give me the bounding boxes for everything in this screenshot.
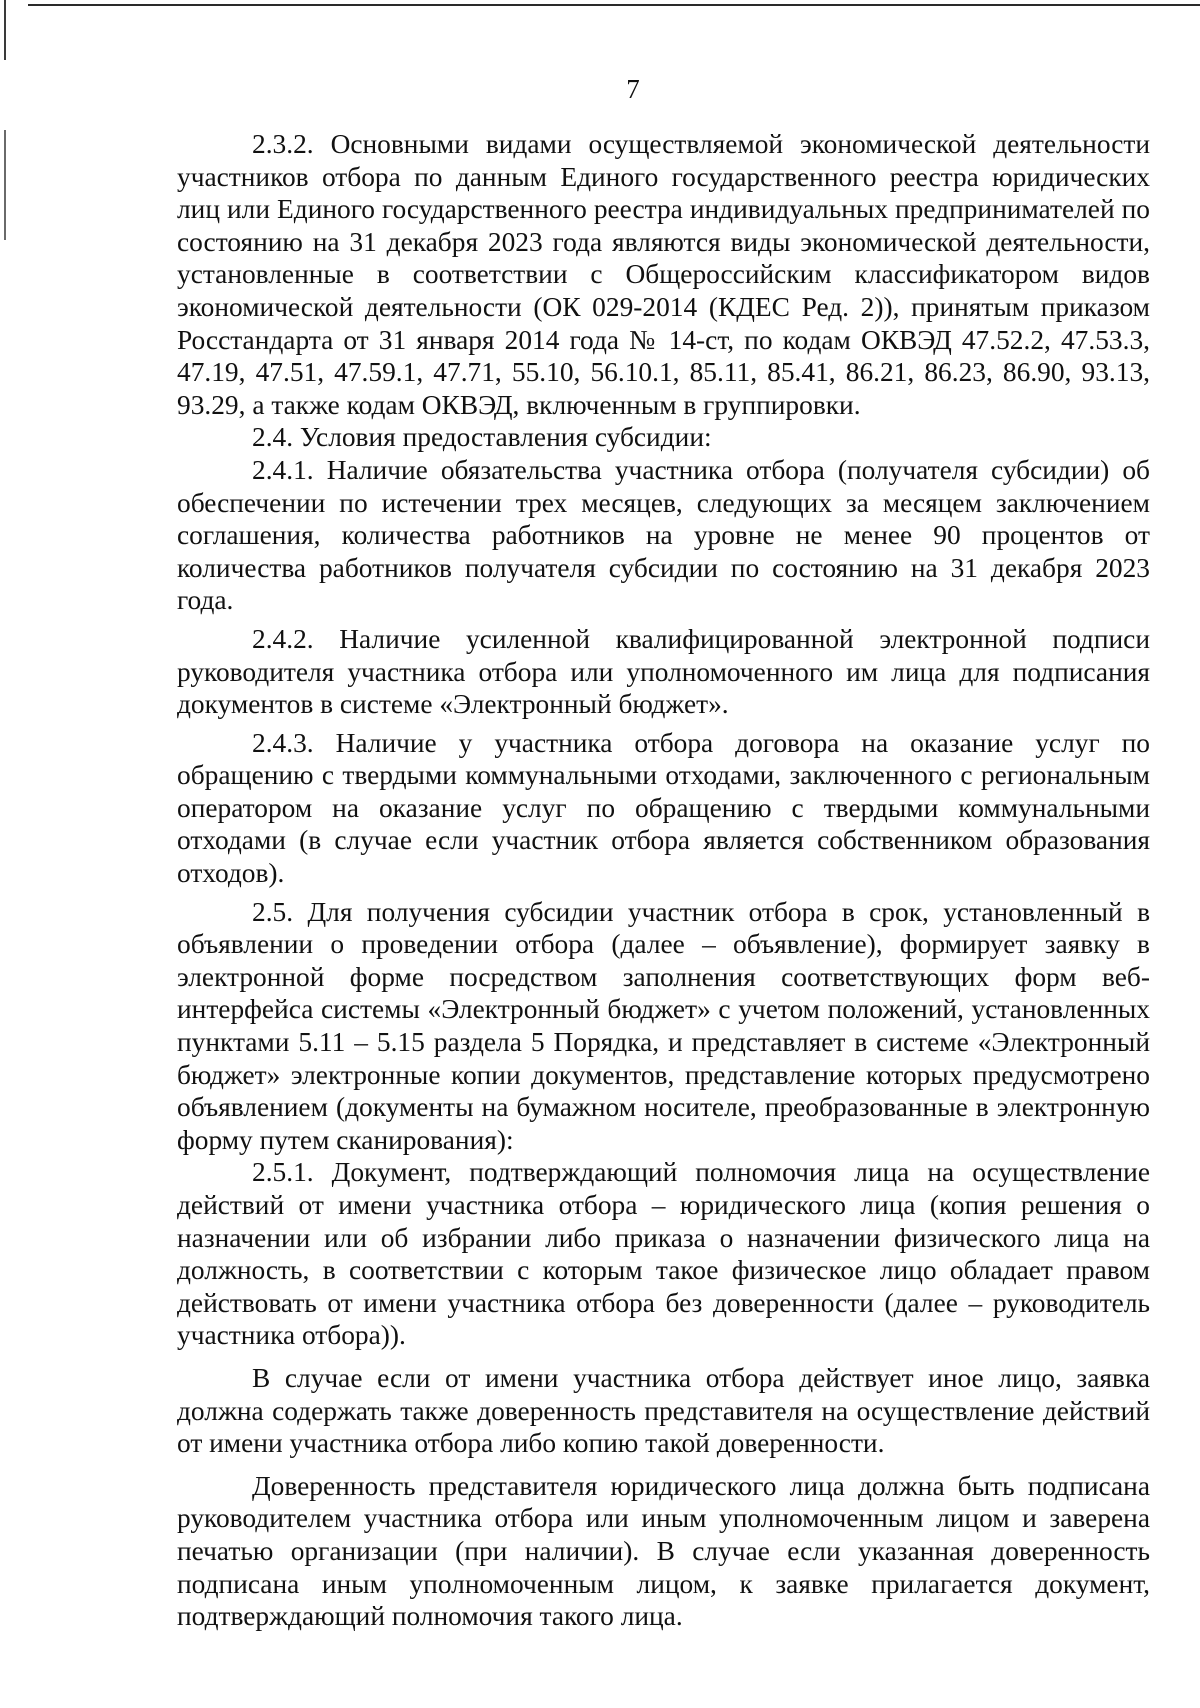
paragraph-2-4-2: 2.4.2. Наличие усиленной квалифицированной электронной подписи руководителя участника отбора или уполномоченного им лица для подписания документов в системе «Электронный бюджет». xyxy=(177,623,1150,720)
paragraph-2-4-3: 2.4.3. Наличие у участника отбора договора на оказание услуг по обращению с твердыми коммунальными отходами, заключенного с региональным оператором на оказание услуг по обращению с твердыми коммунальными отходами (в случае если участник отбора является собственником образования отходов). xyxy=(177,727,1150,889)
page-number: 7 xyxy=(626,74,640,104)
scan-edge-left xyxy=(4,0,6,60)
paragraph-proxy-signature: Доверенность представителя юридического лица должна быть подписана руководителем участника отбора или иным уполномоченным лицом и заверена печатью организации (при наличии). В случае если указанная доверенность подписана иным уполномоченным лицом, к заявке прилагается документ, подтверждающий полномочия такого лица. xyxy=(177,1470,1150,1632)
paragraph-2-4: 2.4. Условия предоставления субсидии: xyxy=(252,422,712,453)
paragraph-2-4-1: 2.4.1. Наличие обязательства участника отбора (получателя субсидии) об обеспечении по истечении трех месяцев, следующих за месяцем заключением соглашения, количества работников на уровне не менее 90 процентов от количества работников получателя субсидии по состоянию на 31 декабря 2023 года. xyxy=(177,454,1150,616)
paragraph-2-5: 2.5. Для получения субсидии участник отбора в срок, установленный в объявлении о проведении отбора (далее – объявление), формирует заявку в электронной форме посредством заполнения соответствующих форм веб-интерфейса системы «Электронный бюджет» с учетом положений, установленных пунктами 5.11 – 5.15 раздела 5 Порядка, и представляет в системе «Электронный бюджет» электронные копии документов, представление которых предусмотрено объявлением (документы на бумажном носителе, преобразованные в электронную форму путем сканирования): xyxy=(177,896,1150,1155)
scan-edge-left-lower xyxy=(4,130,6,240)
document-body xyxy=(177,128,1150,1633)
paragraph-2-5-1: 2.5.1. Документ, подтверждающий полномочия лица на осуществление действий от имени участника отбора – юридического лица (копия решения о назначении или об избрании либо приказа о назначении физического лица на должность, в соответствии с которым такое физическое лицо обладает правом действовать от имени участника отбора без доверенности (далее – руководитель участника отбора)). xyxy=(177,1157,1150,1351)
paragraph-2-3-2: 2.3.2. Основными видами осуществляемой экономической деятельности участников отбора по данным Единого государственного реестра юридических лиц или Единого государственного реестра индивидуальных предпринимателей по состоянию на 31 декабря 2023 года являются виды экономической деятельности, установленные в соответствии с Общероссийским классификатором видов экономической деятельности (ОК 029-2014 (КДЕС Ред. 2)), принятым приказом Росстандарта от 31 января 2014 года № 14-ст, по кодам ОКВЭД 47.52.2, 47.53.3, 47.19, 47.51, 47.59.1, 47.71, 55.10, 56.10.1, 85.11, 85.41, 86.21, 86.23, 86.90, 93.13, 93.29, а также кодам ОКВЭД, включенным в группировки. xyxy=(177,129,1150,420)
paragraph-proxy-case: В случае если от имени участника отбора действует иное лицо, заявка должна содержать также доверенность представителя на осуществление действий от имени участника отбора либо копию такой доверенности. xyxy=(177,1362,1150,1459)
scan-edge-top xyxy=(28,4,1200,6)
